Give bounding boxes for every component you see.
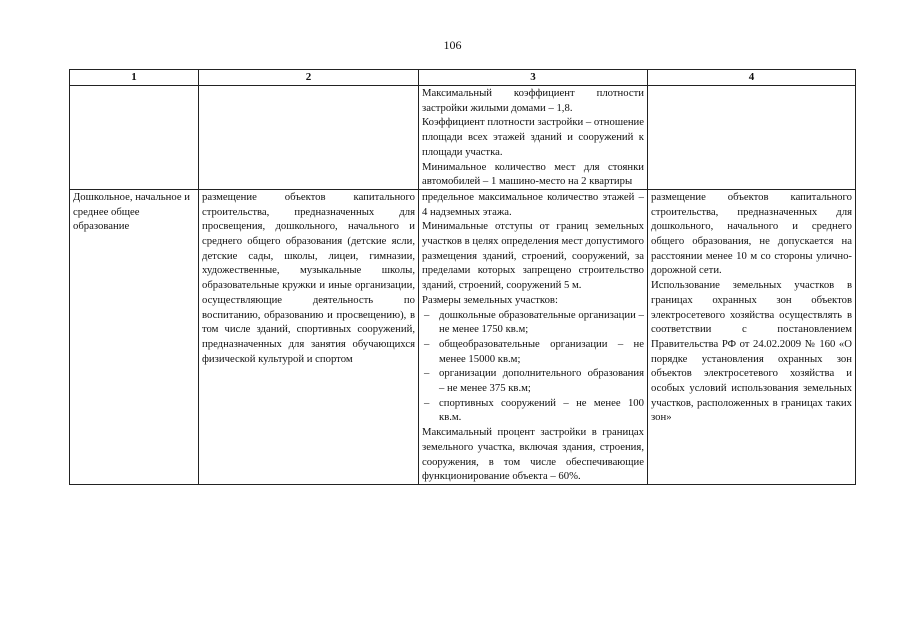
list-item: – дошкольные образовательные организации – не менее 1750 кв.м; [422,308,644,337]
list-item: – спортивных сооружений – не менее 100 кв.м. [422,396,644,425]
table-cell [199,86,419,190]
setbacks-text: Минимальные отступы от границ земельных участков в целях определения мест допустимого размещения зданий, строений, сооружений, за пределами которых запрещено строительство зданий, строений, сооружений 5 м. [422,220,644,292]
list-item: – организации дополнительного образования – не менее 375 кв.м; [422,366,644,395]
column-header-2: 2 [199,70,419,86]
column-header-3: 3 [419,70,648,86]
zoning-table [69,69,856,485]
restriction-text: размещение объектов капитального строительства, предназначенных для дошкольного, начального и среднего общего образования, не допускается на расстоянии менее 10 м со стороны улично-дорожной сети. [651,190,852,277]
density-definition-text: Коэффициент плотности застройки – отношение площади всех этажей зданий и сооружений к площади участка. [422,116,645,158]
table-cell [648,86,856,190]
page-number: 106 [443,38,462,52]
table-row [70,189,856,484]
table-cell [648,189,856,484]
table-cell [419,189,648,484]
list-item: – общеобразовательные организации – не менее 15000 кв.м; [422,337,644,366]
table-cell [70,86,199,190]
plot-sizes-list [422,308,644,426]
table-cell [419,86,648,190]
plot-sizes-heading: Размеры земельных участков: [422,293,558,306]
column-header-4: 4 [648,70,856,86]
table-cell [70,189,199,484]
floors-limit-text: предельное максимальное количество этажей – 4 надземных этажа. [422,190,644,218]
density-text: Максимальный коэффициент плотности застройки жилыми домами – 1,8. [422,87,644,114]
table-row [70,86,856,190]
table-header-row [70,70,856,86]
land-use-type: Дошкольное, начальное и среднее общее образование [73,190,190,233]
table-cell [199,189,419,484]
protection-zones-text: Использование земельных участков в границах охранных зон объектов электросетевого хозяйства осуществлять в соответствии с постановлением Правительства РФ от 24.02.2009 № 160 «О порядке установления охранных зон объектов электросетевого хозяйства и особых условий использования земельных участков, расположенных в границах таких зон» [651,279,852,424]
use-description: размещение объектов капитального строительства, предназначенных для просвещения, дошкольного, начального и среднего общего образования (детские ясли, детские сады, школы, лицеи, гимназии, художественные, музыкальные школы, образовательные кружки и иные организации, осуществляющие деятельность по воспитанию, образованию и просвещению), в том числе зданий, спортивных сооружений, предназначенных для занятия обучающихся физической культурой и спортом [202,190,415,365]
parking-text: Минимальное количество мест для стоянки автомобилей – 1 машино-место на 2 квартиры [422,160,644,188]
column-header-1: 1 [70,70,199,86]
coverage-percent-text: Максимальный процент застройки в границах земельного участка, включая здания, строения, сооружения, в том числе обеспечивающие функционирование объекта – 60%. [422,426,644,483]
